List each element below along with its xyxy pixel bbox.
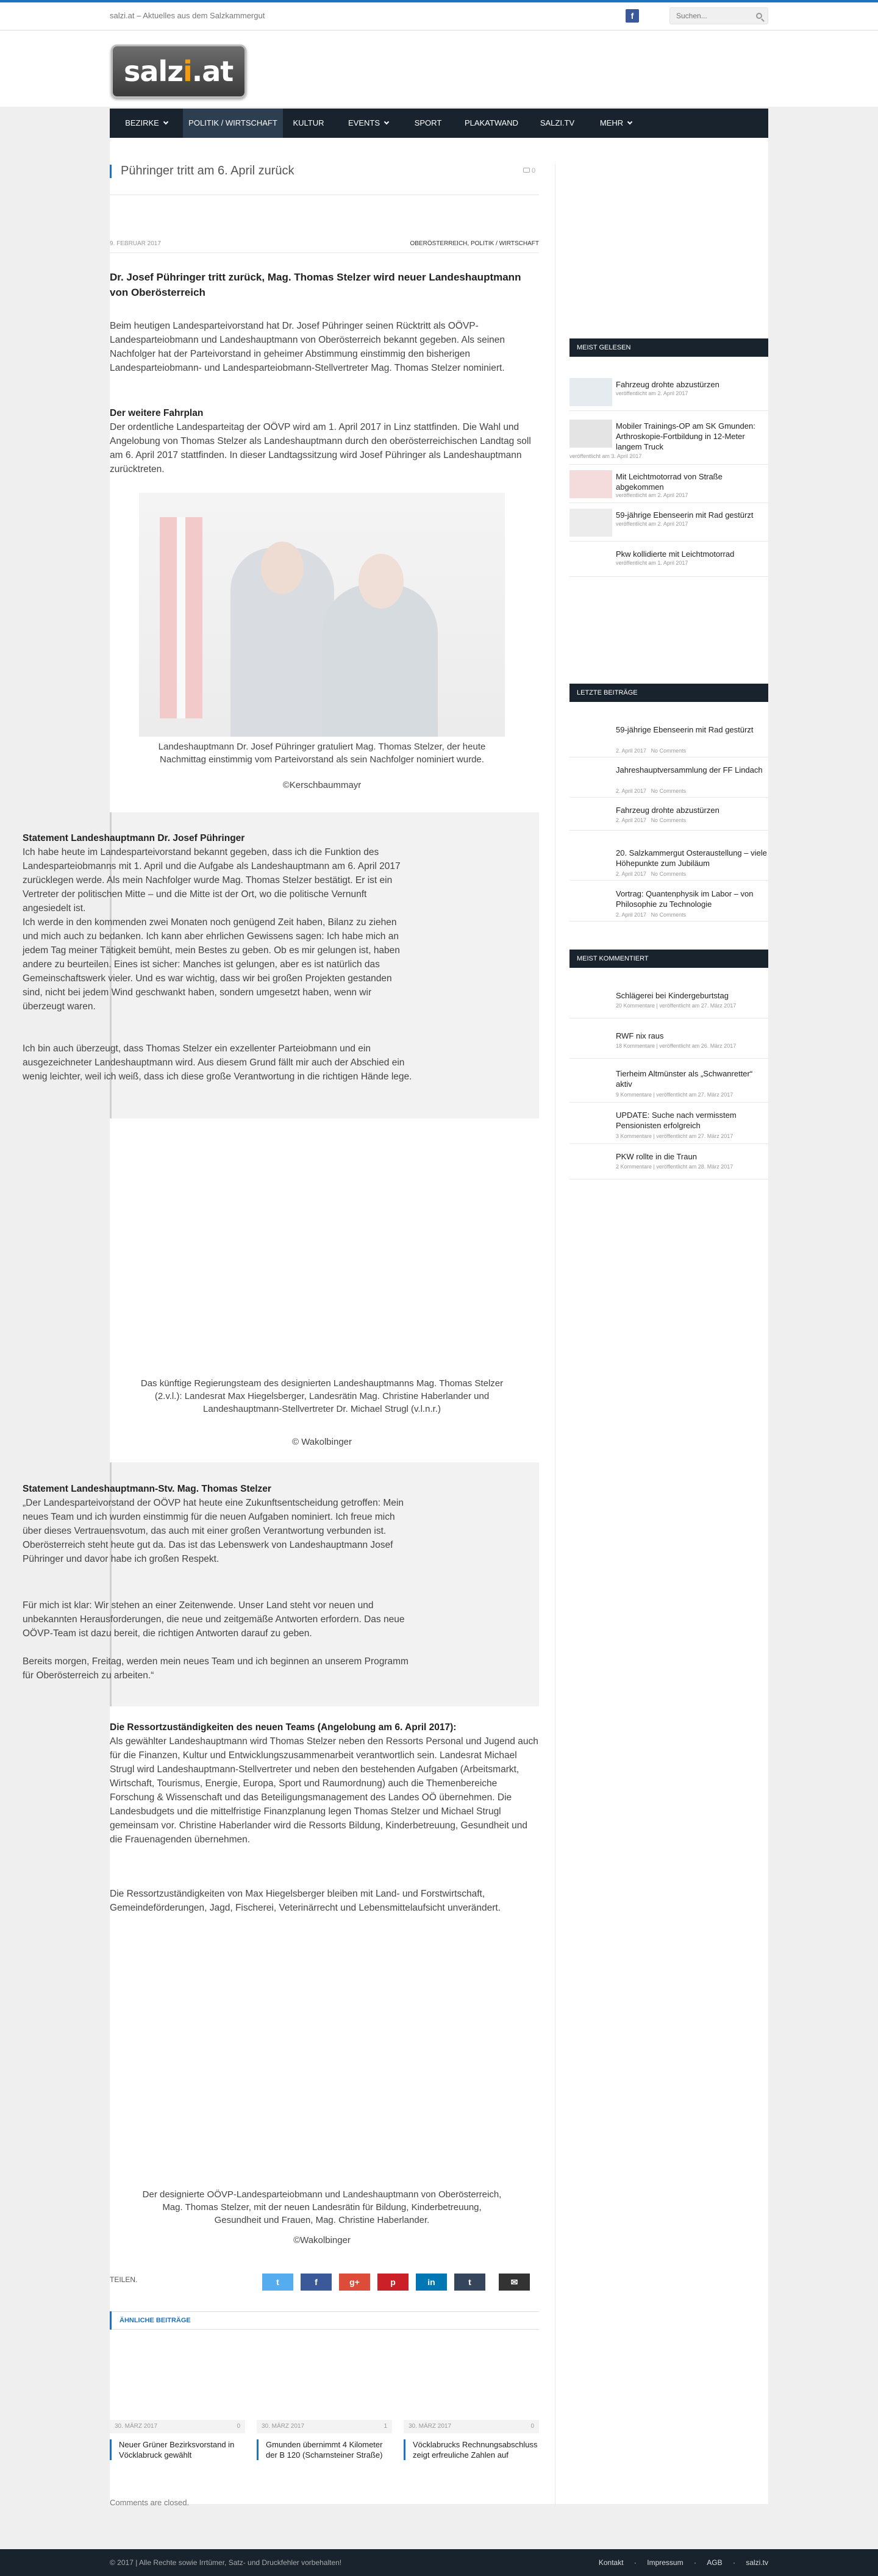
site-tagline: salzi.at – Aktuelles aus dem Salzkammergut: [110, 11, 265, 20]
sidebar-post[interactable]: [569, 509, 768, 542]
photo-caption: Der designierte OÖVP-Landesparteiobmann und Landeshauptmann von Oberösterreich, Mag. Thomas Stelzer, mit der neuen Landesrätin für Bildung, Kinderbetreuung, Gesundheit und Frauen, Mag. Christine Haberlander.: [142, 2189, 502, 2225]
comment-bubble-icon: [523, 168, 530, 173]
post-categories[interactable]: OBERÖSTERREICH, POLITIK / WIRTSCHAFT: [410, 240, 539, 247]
widget-title-meist-gelesen: MEIST GELESEN: [569, 338, 768, 357]
related-post-meta: 30. MÄRZ 2017 0: [404, 2420, 539, 2433]
footer-link-impressum[interactable]: Impressum: [647, 2558, 683, 2567]
sidebar-post[interactable]: [569, 804, 768, 831]
statement-title: Statement Landeshauptmann Dr. Josef Pühringer: [23, 833, 245, 843]
photo-credit: © Wakolbinger: [291, 1437, 352, 1447]
post-thumbnail[interactable]: [569, 509, 612, 537]
sidebar-post-title[interactable]: UPDATE: Suche nach vermisstem Pensionisten erfolgreich: [616, 1111, 737, 1130]
sidebar-post[interactable]: [569, 989, 768, 1018]
sidebar-post-title[interactable]: 20. Salzkammergut Osteraustellung – viele Höhepunkte zum Jubiläum: [616, 848, 767, 868]
statement-paragraph: Ich werde in den kommenden zwei Monaten noch genügend Zeit haben, Bilanz zu ziehen und mich auch zu bedanken. Ich kann aber ehrlichen Gewissens sagen: Ich habe mich an jedem Tag meiner Tätigkeit bemüht, mein Bestes zu geben. Ob es mir gelungen ist, haben andere zu beurteilen. Eines ist sicher: Manches ist gelungen, aber es ist natürlich das Gemeinschaftswerk vieler. Und es war wichtig, dass wir bei großen Projekten gestanden sind, nicht bei jedem Wind geschwankt haben, sondern umgesetzt haben, wenn wir überzeugt waren.: [23, 917, 400, 1012]
sidebar-post-date: veröffentlicht am 2. April 2017: [616, 390, 688, 396]
sidebar-post[interactable]: [569, 723, 768, 757]
flag-illustration: [160, 517, 202, 718]
person-head: [359, 554, 404, 609]
post-date: 9. FEBRUAR 2017: [110, 240, 161, 247]
widget-title-letzte-beitraege: LETZTE BEITRÄGE: [569, 684, 768, 702]
nav-item-bezirke[interactable]: BEZIRKE: [110, 109, 183, 138]
search-input[interactable]: [670, 8, 749, 24]
share-linkedin-button[interactable]: in: [416, 2274, 447, 2291]
chevron-down-icon: [384, 120, 389, 124]
share-email-button[interactable]: ✉: [499, 2274, 530, 2291]
sidebar-post-date: veröffentlicht am 2. April 2017: [616, 521, 688, 527]
photo-caption: Das künftige Regierungsteam des designierten Landeshauptmanns Mag. Thomas Stelzer (2.v.l.): Landesrat Max Hiegelsberger, Landesrätin Mag. Christine Haberlander und Landeshauptmann-Stellvertreter Dr. Michael Strugl (v.l.n.r.): [140, 1378, 504, 1414]
share-pinterest-button[interactable]: p: [377, 2274, 409, 2291]
share-label: TEILEN.: [110, 2275, 138, 2284]
sidebar-post-title[interactable]: Vortrag: Quantenphysik im Labor – von Philosophie zu Technologie: [616, 889, 754, 909]
facebook-icon[interactable]: f: [626, 9, 639, 23]
comments-closed-notice: Comments are closed.: [110, 2498, 190, 2507]
related-post-title[interactable]: Vöcklabrucks Rechnungsabschluss zeigt erfreuliche Zahlen auf: [404, 2439, 539, 2460]
nav-item-events[interactable]: EVENTS: [334, 109, 402, 138]
sidebar-post-title[interactable]: Mobiler Trainings-OP am SK Gmunden: Arthroskopie-Fortbildung in 12-Meter langem Truck: [616, 421, 755, 451]
share-twitter-button[interactable]: t: [262, 2274, 293, 2291]
post-title: Pühringer tritt am 6. April zurück: [121, 164, 294, 177]
share-facebook-button[interactable]: f: [301, 2274, 332, 2291]
site-logo[interactable]: [111, 45, 246, 98]
sidebar-post[interactable]: [569, 764, 768, 798]
main-navigation: [110, 109, 768, 138]
post-lead: Dr. Josef Pühringer tritt zurück, Mag. Thomas Stelzer wird neuer Landeshauptmann von Oberösterreich: [110, 271, 521, 298]
sidebar-post-meta: 9 Kommentare | veröffentlicht am 27. März 2017: [616, 1092, 733, 1098]
section-heading: Die Ressortzuständigkeiten des neuen Teams (Angelobung am 6. April 2017):: [110, 1722, 457, 1733]
site-footer: [0, 2549, 878, 2576]
statement-paragraph: Für mich ist klar: Wir stehen an einer Zeitenwende. Unser Land steht vor neuen und unbekannten Herausforderungen, die neue und zeitgemäße Antworten erfordern. Das neue OÖVP-Team ist dazu bereit, die richtigen Antworten darauf zu geben.: [23, 1600, 405, 1639]
sidebar-post[interactable]: [569, 548, 768, 577]
sidebar-post-meta: 2. April 2017 No Comments: [616, 788, 687, 794]
nav-item-sport[interactable]: SPORT: [414, 118, 442, 127]
sidebar-post[interactable]: [569, 1109, 768, 1144]
sidebar-post-meta: 3 Kommentare | veröffentlicht am 27. März 2017: [616, 1133, 733, 1139]
sidebar-post[interactable]: [569, 1067, 768, 1103]
sidebar-post[interactable]: [569, 378, 768, 411]
footer-links: [590, 2558, 768, 2567]
article-photo: [139, 493, 505, 737]
title-accent: [110, 2311, 112, 2330]
sidebar-post-meta: 2 Kommentare | veröffentlicht am 28. März 2017: [616, 1164, 733, 1170]
search-icon[interactable]: [756, 13, 762, 19]
search-box: [669, 7, 768, 24]
statement-title: Statement Landeshauptmann-Stv. Mag. Thomas Stelzer: [23, 1484, 271, 1494]
paragraph: Beim heutigen Landesparteivorstand hat Dr. Josef Pühringer seinen Rücktritt als OÖVP-Landesparteiobmann und Landeshauptmann von Oberösterreich bekannt gegeben. Als seinen Nachfolger hat der Parteivorstand in geheimer Abstimmung einstimmig den bisherigen Landesparteiobmann- und Landesparteiobmann-Stellvertreter Mag. Thomas Stelzer nominiert.: [110, 321, 505, 373]
sidebar-post-title[interactable]: Fahrzeug drohte abzustürzen: [616, 806, 719, 815]
sidebar-post[interactable]: [569, 1150, 768, 1179]
footer-link-agb[interactable]: AGB: [707, 2558, 723, 2567]
footer-link-kontakt[interactable]: Kontakt: [598, 2558, 624, 2567]
sidebar-post[interactable]: [569, 887, 768, 921]
sidebar-post[interactable]: [569, 1029, 768, 1059]
sidebar-post-title[interactable]: PKW rollte in die Traun: [616, 1152, 697, 1161]
footer-separator: ·: [634, 2558, 637, 2567]
related-posts-label: ÄHNLICHE BEITRÄGE: [120, 2317, 191, 2324]
paragraph: Der ordentliche Landesparteitag der OÖVP wird am 1. April 2017 in Linz stattfinden. Die Wahl und Angelobung von Thomas Stelzer als Landeshauptmann durch den oberösterreichischen Landtag soll am 6. April 2017 stattfinden. In dieser Landtagssitzung wird Josef Pühringer als Landeshauptmann zurücktreten.: [110, 422, 531, 474]
nav-item-politik-wirtschaft[interactable]: POLITIK / WIRTSCHAFT: [183, 109, 283, 138]
article-photo: [139, 1945, 505, 2183]
share-googleplus-button[interactable]: g+: [339, 2274, 370, 2291]
nav-item-kultur[interactable]: KULTUR: [293, 118, 324, 127]
photo-credit: ©Kerschbaummayr: [282, 780, 362, 790]
nav-item-mehr[interactable]: MEHR: [585, 109, 646, 138]
sidebar-post[interactable]: [569, 420, 768, 465]
divider: [110, 252, 539, 253]
post-thumbnail[interactable]: [569, 378, 612, 406]
footer-separator: ·: [693, 2558, 696, 2567]
chevron-down-icon: [163, 120, 168, 124]
paragraph: Die Ressortzuständigkeiten von Max Hiegelsberger bleiben mit Land- und Forstwirtschaft, Gemeindeförderungen, Jagd, Fischerei, Veterinärrecht und Lebensmittelaufsicht unverändert.: [110, 1889, 501, 1913]
copyright-text: © 2017 | Alle Rechte sowie Irrtümer, Satz- und Druckfehler vorbehalten!: [110, 2558, 342, 2567]
related-post-meta: 30. MÄRZ 2017 0: [110, 2420, 245, 2433]
comment-count[interactable]: 0: [523, 167, 535, 174]
photo-caption: Landeshauptmann Dr. Josef Pühringer gratuliert Mag. Thomas Stelzer, der heute Nachmittag einstimmig vom Parteivorstand als sein Nachfolger nominiert wurde.: [158, 742, 486, 765]
sidebar-post-meta: 2. April 2017 No Comments: [616, 817, 687, 823]
sidebar-post-date: veröffentlicht am 2. April 2017: [616, 492, 688, 498]
chevron-down-icon: [627, 120, 632, 124]
paragraph: Als gewählter Landeshauptmann wird Thomas Stelzer neben den Ressorts Personal und Jugend auch für die Finanzen, Kultur und Entwicklungszusammenarbeit verantwortlich sein. Landesrat Michael Strugl wird Landeshauptmann-Stellvertreter und neben den bestehenden Aufgaben (Arbeitsmarkt, Wirtschaft, Tourismus, Energie, Europa, Sport und Raumordnung) auch die Themenbereiche Forschung & Wissenschaft und das Beteiligungsmanagement des Landes OÖ übernehmen. Die Landesbudgets und die mittelfristige Finanzplanung legen Thomas Stelzer und Michael Strugl gemeinsam vor. Christine Haberlander wird die Ressorts Bildung, Kinderbetreuung, Gesundheit und die Frauenagenden übernehmen.: [110, 1736, 538, 1845]
sidebar-post-title[interactable]: Pkw kollidierte mit Leichtmotorrad: [616, 549, 735, 559]
sidebar-post-title[interactable]: Mit Leichtmotorrad von Straße abgekommen: [616, 472, 723, 492]
sidebar-post-title[interactable]: Fahrzeug drohte abzustürzen: [616, 380, 719, 389]
statement-paragraph: Bereits morgen, Freitag, werden mein neues Team und ich beginnen an unserem Programm für Oberösterreich zu arbeiten.“: [23, 1656, 409, 1681]
site-header: [0, 30, 878, 107]
footer-link-salzi-tv[interactable]: salzi.tv: [746, 2558, 768, 2567]
sidebar-post-meta: 2. April 2017 No Comments: [616, 748, 687, 754]
top-bar: [0, 0, 878, 30]
article-photo: [139, 1134, 505, 1372]
sidebar-post-meta: 20 Kommentare | veröffentlicht am 27. März 2017: [616, 1003, 737, 1009]
sidebar-post[interactable]: [569, 470, 768, 503]
sidebar-post-date: veröffentlicht am 3. April 2017: [569, 453, 642, 459]
nav-item-plakatwand[interactable]: PLAKATWAND: [464, 118, 519, 127]
share-tumblr-button[interactable]: t: [454, 2274, 485, 2291]
sidebar-post-meta: 2. April 2017 No Comments: [616, 912, 687, 918]
widget-title-meist-kommentiert: MEIST KOMMENTIERT: [569, 950, 768, 968]
sidebar-post-title[interactable]: Jahreshauptversammlung der FF Lindach: [616, 765, 763, 775]
related-post-meta: 30. MÄRZ 2017 1: [257, 2420, 392, 2433]
sidebar-post-title[interactable]: 59-jährige Ebenseerin mit Rad gestürzt: [616, 510, 754, 520]
statement-paragraph: Ich habe heute im Landesparteivorstand bekannt gegeben, dass ich die Funktion des Landesparteiobmanns mit 1. April und die Aufgabe als Landeshauptmann am 6. April 2017 zurücklegen werde. Als mein Nachfolger wurde Mag. Thomas Stelzer bestätigt. Er ist ein Vertreter der politischen Mitte – und die Mitte ist der Ort, wo die politische Vernunft angesiedelt ist.: [23, 847, 401, 914]
title-accent: [110, 165, 112, 178]
related-post-title[interactable]: Gmunden übernimmt 4 Kilometer der B 120 (Scharnsteiner Straße): [257, 2439, 392, 2460]
person-head: [261, 542, 304, 594]
post-thumbnail[interactable]: [569, 420, 612, 448]
statement-paragraph: Ich bin auch überzeugt, dass Thomas Stelzer ein exzellenter Parteiobmann und ein ausgezeichneter Landeshauptmann wird. Aus diesem Grund fällt mir auch der Abschied ein wenig leichter, weil ich weiß, dass ich diese große Verantwortung in die richtigen Hände lege.: [23, 1043, 412, 1082]
sidebar-post-title[interactable]: Schlägerei bei Kindergeburtstag: [616, 991, 729, 1000]
sidebar-post-title[interactable]: Tierheim Altmünster als „Schwanretter“ aktiv: [616, 1069, 753, 1089]
statement-paragraph: „Der Landesparteivorstand der OÖVP hat heute eine Zukunftsentscheidung getroffen: Mein neues Team und ich wurden einstimmig für die neuen Aufgaben nominiert. Ich freue mich über dieses Vertrauensvotum, das auch mit einer großen Verantwortung verbunden ist. Oberösterreich steht heute gut da. Das ist das Lebenswerk von Landeshauptmann Josef Pühringer und davor habe ich großen Respekt.: [23, 1498, 404, 1564]
photo-credit: ©Wakolbinger: [293, 2235, 351, 2245]
sidebar-post[interactable]: [569, 846, 768, 881]
post-thumbnail[interactable]: [569, 470, 612, 498]
sidebar-post-date: veröffentlicht am 1. April 2017: [616, 560, 688, 566]
related-post-title[interactable]: Neuer Grüner Bezirksvorstand in Vöcklabruck gewählt: [110, 2439, 245, 2460]
sidebar-post-title[interactable]: RWF nix raus: [616, 1031, 664, 1040]
nav-item-salzi-tv[interactable]: SALZI.TV: [540, 118, 575, 127]
footer-separator: ·: [732, 2558, 735, 2567]
sidebar-post-title[interactable]: 59-jährige Ebenseerin mit Rad gestürzt: [616, 725, 754, 734]
sidebar-post-meta: 2. April 2017 No Comments: [616, 871, 687, 877]
logo-text: salzi.at: [124, 55, 234, 88]
sidebar-post-meta: 18 Kommentare | veröffentlicht am 26. März 2017: [616, 1043, 737, 1049]
section-heading: Der weitere Fahrplan: [110, 408, 204, 418]
